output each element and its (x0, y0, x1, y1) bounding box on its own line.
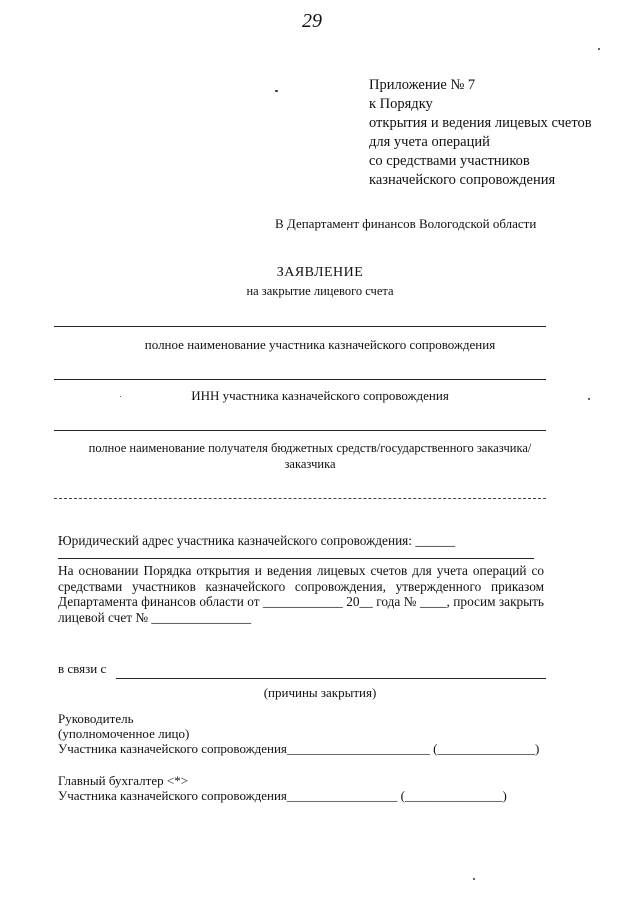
document-title: ЗАЯВЛЕНИЕ (276, 265, 364, 280)
full-name-blank[interactable] (54, 326, 546, 327)
extra-blank[interactable] (54, 498, 546, 499)
recipient-caption (60, 440, 560, 472)
recipient-blank[interactable] (54, 430, 546, 431)
appendix-header (369, 76, 592, 190)
document-subtitle: на закрытие лицевого счета (246, 284, 394, 298)
head-title: Руководитель (58, 711, 134, 726)
inn-caption: ИНН участника казначейского сопровождения (191, 388, 449, 403)
reason-blank[interactable] (116, 678, 546, 679)
accountant-signature-line: Участника казначейского сопровождения_________________ (_______________) (58, 788, 507, 803)
appendix-line: для учета операций (369, 134, 490, 150)
accountant-title: Главный бухгалтер <*> (58, 773, 189, 788)
body-line: Департамента финансов области от ____________ 20__ года № ____, просим закрыть (58, 594, 544, 609)
appendix-line: со средствами участников (369, 153, 530, 169)
legal-address-label: Юридический адрес участника казначейского сопровождения: ______ (58, 533, 456, 548)
body-line: На основании Порядка открытия и ведения лицевых счетов для учета операций со (58, 563, 544, 578)
appendix-line: казначейского сопровождения (369, 172, 556, 188)
appendix-line: Приложение № 7 (369, 77, 476, 93)
addressee: В Департамент финансов Вологодской области (275, 216, 537, 231)
body-line: средствами участников казначейского сопровождения, утвержденного приказом (58, 578, 544, 594)
appendix-line: открытия и ведения лицевых счетов (369, 115, 592, 131)
recipient-caption-line: заказчика (284, 457, 336, 471)
head-authorized: (уполномоченное лицо) (58, 726, 190, 741)
scan-speck (473, 878, 475, 880)
reason-label: в связи с (58, 661, 107, 676)
scan-speck (275, 90, 278, 92)
full-name-caption: полное наименование участника казначейского сопровождения (144, 337, 496, 352)
reason-caption: (причины закрытия) (263, 685, 377, 700)
appendix-line: к Порядку (369, 96, 433, 112)
legal-address-blank[interactable] (58, 558, 534, 559)
recipient-caption-line: полное наименование получателя бюджетных средств/государственного заказчика/ (88, 441, 532, 455)
scan-speck (598, 48, 600, 50)
body-paragraph (58, 563, 544, 625)
head-signature-line: Участника казначейского сопровождения______________________ (_______________) (58, 741, 540, 756)
body-line: лицевой счет № _______________ (58, 609, 252, 625)
inn-blank[interactable] (54, 379, 546, 380)
page-number: 29 (302, 10, 322, 32)
